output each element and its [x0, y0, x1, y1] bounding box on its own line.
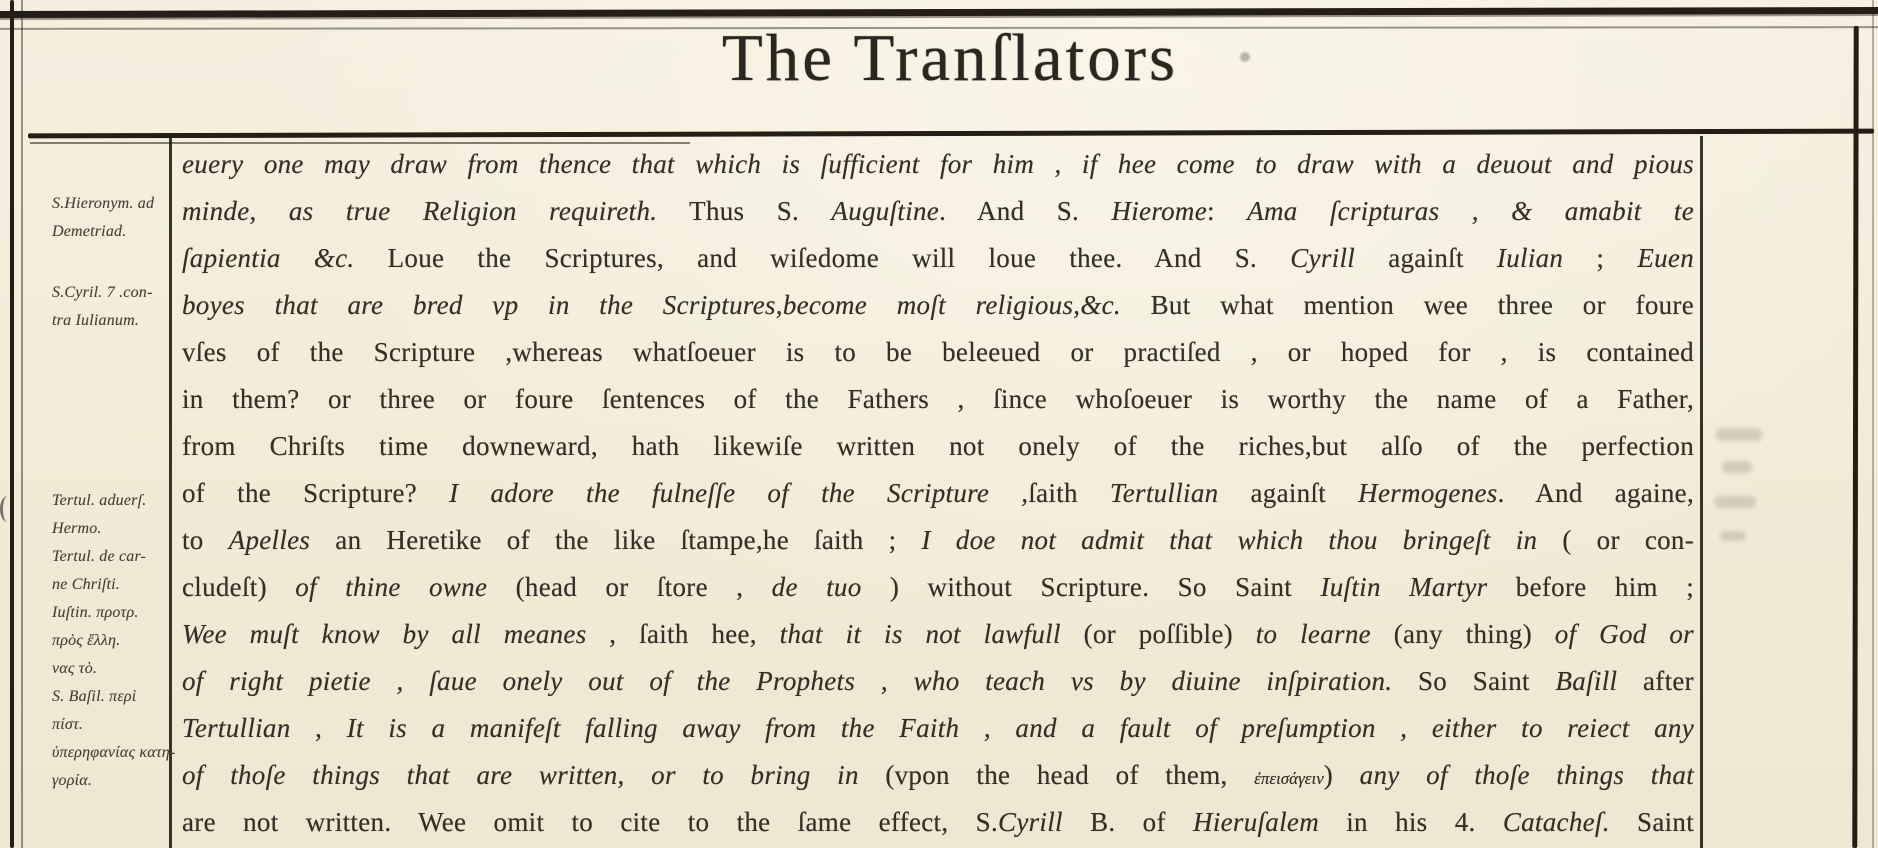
text-segment: in them? or three or foure ſentences of the Fathers , ſince whoſoeuer is worthy the name of a Father,	[182, 384, 1694, 414]
text-segment: againſt	[1218, 478, 1359, 508]
text-segment: I adore the fulneſſe of the Scripture ,	[449, 478, 1029, 508]
text-segment: cludeſt)	[182, 572, 296, 602]
text-segment: It is a manifeſt falling away from the Faith , and a fault of preſumption , either to reiect any	[346, 713, 1694, 743]
text-segment: , ſaith hee,	[586, 619, 780, 649]
text-segment: againſt	[1355, 243, 1497, 273]
text-segment: (vpon the head of them,	[858, 760, 1255, 790]
plate-mark	[0, 496, 15, 522]
page-title: The Tranſlators	[721, 21, 1179, 95]
margin-note	[52, 279, 174, 335]
text-segment: Thus S.	[657, 196, 832, 226]
text-segment: (any thing)	[1370, 619, 1555, 649]
text-segment: euery one may draw from thence that which is ſufficient for him , if hee come to draw with a deuout and pious	[182, 149, 1694, 179]
ink-smudge	[1716, 428, 1762, 441]
margin-note-line: πρὸς ἕλλη.	[52, 632, 121, 649]
text-segment: ;	[1563, 243, 1638, 273]
text-segment: of thine owne	[295, 572, 488, 602]
text-segment: ,	[290, 713, 347, 743]
margin-note	[52, 487, 174, 795]
text-line	[182, 141, 1694, 188]
text-segment: (head or ſtore ,	[487, 572, 772, 602]
margin-note-line: S.Hieronym. ad	[52, 195, 155, 212]
text-segment: Auguſtine	[831, 196, 940, 226]
text-segment: Baſill	[1555, 666, 1618, 696]
title-underline-rule	[28, 129, 1874, 139]
text-segment: Iulian	[1496, 243, 1564, 273]
right-page-edge	[1872, 0, 1874, 848]
text-line	[182, 705, 1694, 752]
text-segment: that it is not lawfull	[779, 619, 1061, 649]
text-line	[182, 752, 1694, 799]
text-segment: Catacheſ.	[1502, 807, 1610, 837]
text-line	[182, 658, 1694, 705]
margin-note-line: S.Cyril. 7 .con-	[52, 284, 153, 301]
text-segment: . And S.	[939, 196, 1112, 226]
right-page-border	[1852, 26, 1858, 848]
margin-note-line: Tertul. aduerſ.	[52, 492, 147, 509]
text-segment: before him ;	[1487, 572, 1694, 602]
text-segment: Apelles	[228, 525, 311, 555]
text-segment: (or poſſible)	[1060, 619, 1256, 649]
text-segment: Wee muſt know by all meanes	[182, 619, 587, 649]
text-segment: But what mention wee three or foure	[1120, 290, 1695, 320]
text-segment: of the Scripture?	[182, 478, 450, 508]
ink-smudge	[1714, 496, 1756, 508]
text-segment: minde, as true Religion requireth.	[182, 196, 658, 226]
margin-note-line: Demetriad.	[52, 223, 127, 240]
margin-note-line: Iuſtin. προτρ.	[52, 604, 139, 621]
text-segment: So Saint	[1392, 666, 1556, 696]
text-segment: Hierome	[1111, 196, 1208, 226]
margin-note-line: ne Chriſti.	[52, 576, 120, 593]
text-segment: ) without Scripture. So Saint	[861, 572, 1321, 602]
text-segment: de tuo	[771, 572, 862, 602]
margin-note-line: Hermo.	[52, 520, 102, 537]
text-line	[182, 376, 1694, 423]
text-segment: . And againe,	[1497, 478, 1694, 508]
text-segment: Iuſtin Martyr	[1320, 572, 1488, 602]
text-line	[182, 282, 1694, 329]
margin-note-line: πίστ.	[52, 716, 84, 733]
text-segment: after	[1617, 666, 1694, 696]
text-segment: I doe not admit that which thou bringeſt in	[921, 525, 1538, 555]
margin-note-line: ὑπερηφανίας κατη-	[52, 744, 176, 761]
text-segment: to	[182, 525, 229, 555]
margin-note-line: tra Iulianum.	[52, 312, 140, 329]
text-segment: vſes of the Scripture ,whereas whatſoeuer is to be beleeued or practiſed , or hoped for , is contained	[182, 337, 1694, 367]
text-segment: :	[1207, 196, 1248, 226]
text-segment: Cyrill	[1290, 243, 1356, 273]
text-segment: Tertullian	[1109, 478, 1219, 508]
text-segment: Euen	[1637, 243, 1694, 273]
text-block-right-rule	[1700, 136, 1703, 848]
ink-speck	[1240, 52, 1250, 62]
text-segment: ſaith	[1028, 478, 1110, 508]
text-segment: an Heretike of the like ſtampe,he ſaith ;	[310, 525, 922, 555]
text-segment: boyes that are bred vp in the Scriptures,become moſt religious,&c.	[182, 290, 1121, 320]
text-segment: Ama ſcripturas , & amabit te	[1247, 196, 1694, 226]
margin-note-line: S. Baſil. περὶ	[52, 688, 137, 705]
text-segment: to learne	[1255, 619, 1371, 649]
left-page-border-inner	[21, 0, 23, 848]
margin-note-line: Tertul. de car-	[52, 548, 147, 565]
top-border-rule	[0, 7, 1878, 18]
text-line	[182, 188, 1694, 235]
text-segment: in his 4.	[1319, 807, 1503, 837]
text-segment: Loue the Scriptures, and wiſedome will loue thee. And S.	[354, 243, 1291, 273]
text-segment: Hieruſalem	[1193, 807, 1319, 837]
text-segment: )	[1323, 760, 1360, 790]
left-page-border	[10, 0, 14, 848]
main-text	[182, 141, 1694, 846]
margin-note	[52, 190, 174, 246]
text-line	[182, 799, 1694, 846]
text-segment: any of thoſe things that	[1359, 760, 1695, 790]
text-segment: Saint	[1609, 807, 1695, 837]
text-segment: Hermogenes	[1358, 478, 1498, 508]
text-line	[182, 235, 1694, 282]
ink-smudge	[1722, 461, 1752, 473]
margin-note-line: γορία.	[52, 772, 93, 789]
text-segment: from Chriſts time downeward, hath likewiſe written not onely of the riches,but alſo of the perfection	[182, 431, 1694, 461]
text-line	[182, 423, 1694, 470]
text-segment: ( or con-	[1537, 525, 1694, 555]
text-segment: of God or	[1554, 619, 1694, 649]
text-line	[182, 611, 1694, 658]
text-line	[182, 470, 1694, 517]
text-segment: are not written. Wee omit to cite to the ſame effect, S.	[182, 807, 999, 837]
text-segment: B. of	[1062, 807, 1194, 837]
ink-smudge	[1720, 531, 1746, 541]
text-segment: ſapientia &c.	[182, 243, 355, 273]
margin-note-line: νας τὸ.	[52, 660, 98, 677]
text-segment: of thoſe things that are written, or to bring in	[182, 760, 859, 790]
text-segment: Cyrill	[998, 807, 1063, 837]
text-line	[182, 564, 1694, 611]
text-line	[182, 517, 1694, 564]
text-segment: ἐπεισάγειν	[1254, 769, 1324, 788]
text-line	[182, 329, 1694, 376]
text-segment: of right pietie , ſaue onely out of the Prophets , who teach vs by diuine inſpiration.	[182, 666, 1393, 696]
text-segment: Tertullian	[182, 713, 291, 743]
